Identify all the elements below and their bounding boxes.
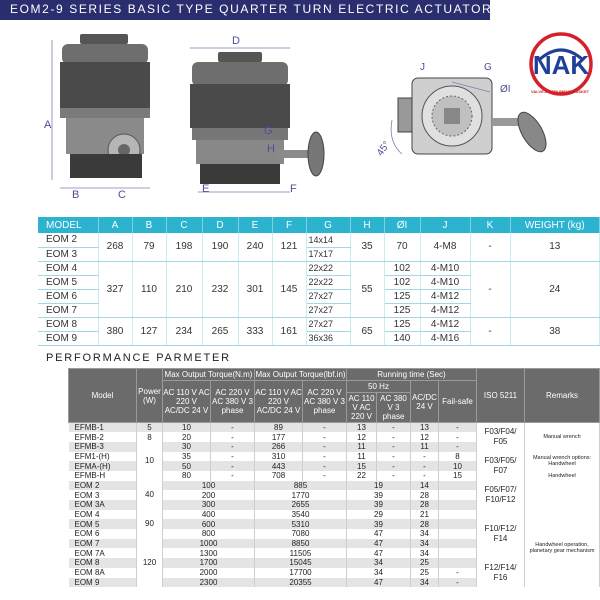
cell: - — [303, 432, 347, 442]
cell: EOM 8A — [69, 568, 137, 578]
cell: 13 — [347, 423, 377, 433]
cell: 28 — [411, 490, 439, 500]
cell — [439, 529, 477, 539]
dim-cell: 65 — [350, 317, 384, 345]
col-header: Fail-safe — [439, 381, 477, 423]
cell: - — [303, 442, 347, 452]
col-header: Power (W) — [137, 369, 163, 423]
col-header: MODEL — [38, 217, 98, 233]
cell: - — [303, 452, 347, 462]
cell: 300 — [163, 500, 255, 510]
cell: - — [411, 461, 439, 471]
performance-title: PERFORMANCE PARMETER — [46, 352, 231, 364]
col-header: K — [470, 217, 510, 233]
cell: - — [439, 432, 477, 442]
cell: 266 — [255, 442, 303, 452]
cell: 1770 — [255, 490, 347, 500]
dim-cell: 110 — [132, 261, 166, 317]
cell: 443 — [255, 461, 303, 471]
title-bar — [0, 0, 493, 20]
col-header: D — [202, 217, 238, 233]
cell: - — [411, 471, 439, 481]
cell: 11505 — [255, 548, 347, 558]
cell: 34 — [347, 558, 411, 568]
cell: EOM 4 — [69, 510, 137, 520]
cell: - — [377, 471, 411, 481]
cell: Handwheel — [525, 471, 600, 481]
cell: 800 — [163, 529, 255, 539]
model-cell: EOM 4 — [38, 261, 98, 275]
cell: - — [439, 442, 477, 452]
col-header: C — [166, 217, 202, 233]
dim-cell: 4-M16 — [420, 331, 470, 345]
cell: 35 — [163, 452, 211, 462]
cell: 12 — [347, 432, 377, 442]
cell: F10/F12/ F14 — [477, 510, 525, 558]
dim-cell: 234 — [166, 317, 202, 345]
cell: - — [303, 471, 347, 481]
dim-cell: 327 — [98, 261, 132, 317]
cell: 10 — [163, 423, 211, 433]
col-header: Model — [69, 369, 137, 423]
dim-cell: 17x17 — [306, 247, 350, 261]
dim-cell: 240 — [238, 233, 272, 261]
dim-label-d: D — [232, 35, 240, 47]
table-row — [69, 423, 600, 433]
cell: EOM 7A — [69, 548, 137, 558]
cell: EFMB-2 — [69, 432, 137, 442]
cell: 34 — [411, 548, 439, 558]
col-header: AC 110 V AC 220 V — [348, 394, 375, 421]
cell: 47 — [347, 539, 411, 549]
cell — [439, 558, 477, 568]
cell: - — [377, 423, 411, 433]
cell: 50 — [163, 461, 211, 471]
cell: 28 — [411, 500, 439, 510]
dim-cell: 4-M10 — [420, 261, 470, 275]
cell: 25 — [411, 568, 439, 578]
dim-cell: 27x27 — [306, 289, 350, 303]
cell: 708 — [255, 471, 303, 481]
weight-cell: 13 — [510, 233, 600, 261]
dimensions-table — [38, 217, 600, 346]
cell: 2000 — [163, 568, 255, 578]
cell: 10 — [439, 461, 477, 471]
cell — [439, 548, 477, 558]
cell: 8 — [137, 432, 163, 442]
cell: 885 — [255, 481, 347, 491]
cell: 200 — [163, 490, 255, 500]
dim-label-oi: ØI — [500, 84, 511, 95]
col-header: G — [306, 217, 350, 233]
cell: EFMA-(H) — [69, 461, 137, 471]
table-row — [69, 481, 600, 491]
cell: - — [211, 452, 255, 462]
col-header: ØI — [384, 217, 420, 233]
dim-label-h: H — [267, 143, 275, 155]
cell: - — [439, 423, 477, 433]
cell: 89 — [255, 423, 303, 433]
dim-label-g-side: G — [264, 125, 273, 137]
cell: 5 — [137, 423, 163, 433]
dim-cell: 268 — [98, 233, 132, 261]
dim-cell: 210 — [166, 261, 202, 317]
dim-cell: 35 — [350, 233, 384, 261]
cell: 47 — [347, 529, 411, 539]
cell: - — [211, 432, 255, 442]
cell: 19 — [347, 481, 411, 491]
dim-cell: 102 — [384, 275, 420, 289]
cell: 90 — [137, 510, 163, 539]
cell — [439, 481, 477, 491]
dim-cell: 265 — [202, 317, 238, 345]
model-cell: EOM 9 — [38, 331, 98, 345]
model-cell: EOM 5 — [38, 275, 98, 289]
cell: 15 — [439, 471, 477, 481]
cell: 1300 — [163, 548, 255, 558]
cell: EOM 8 — [69, 558, 137, 568]
dim-cell: 190 — [202, 233, 238, 261]
col-header: AC 220 V AC 380 V 3 phase — [303, 381, 347, 423]
col-header: Remarks — [525, 369, 600, 423]
cell — [439, 539, 477, 549]
col-header: Running time (Sec) — [347, 369, 477, 381]
performance-table — [68, 368, 600, 587]
dim-cell: 4-M8 — [420, 233, 470, 261]
cell: 15045 — [255, 558, 347, 568]
cell: 47 — [347, 578, 411, 588]
cell: 310 — [255, 452, 303, 462]
dim-cell: - — [470, 233, 510, 261]
dim-cell: 4-M12 — [420, 317, 470, 331]
cell: Manual wrench options: Handwheel — [525, 452, 600, 471]
cell: F03/F04/ F05 — [477, 423, 525, 452]
col-header: AC 380 V 3 phase — [377, 393, 411, 423]
cell: - — [303, 423, 347, 433]
cell: - — [411, 452, 439, 462]
model-cell: EOM 8 — [38, 317, 98, 331]
front-view-drawing — [44, 34, 150, 201]
cell: 12 — [411, 432, 439, 442]
cell: EFMB-1 — [69, 423, 137, 433]
dim-cell: 125 — [384, 303, 420, 317]
top-view-drawing — [375, 62, 552, 158]
dim-cell: 121 — [272, 233, 306, 261]
col-header: WEIGHT (kg) — [510, 217, 600, 233]
model-cell: EOM 6 — [38, 289, 98, 303]
cell: 177 — [255, 432, 303, 442]
page-title: EOM2-9 SERIES BASIC TYPE QUARTER TURN ELECTRIC ACTUATOR — [10, 2, 493, 16]
cell: 8 — [439, 452, 477, 462]
cell: - — [377, 461, 411, 471]
cell: 17700 — [255, 568, 347, 578]
cell: 40 — [137, 481, 163, 510]
cell: 15 — [347, 461, 377, 471]
dim-cell: 22x22 — [306, 275, 350, 289]
cell: 47 — [347, 548, 411, 558]
cell: 1000 — [163, 539, 255, 549]
cell: 8850 — [255, 539, 347, 549]
dim-cell: 79 — [132, 233, 166, 261]
col-header: 50 Hz — [347, 381, 411, 393]
cell: 2655 — [255, 500, 347, 510]
cell: - — [377, 442, 411, 452]
dim-cell: 102 — [384, 261, 420, 275]
cell: 400 — [163, 510, 255, 520]
dim-cell: - — [470, 261, 510, 317]
weight-cell: 38 — [510, 317, 600, 345]
dim-cell: 27x27 — [306, 317, 350, 331]
cell: 3540 — [255, 510, 347, 520]
col-header: E — [238, 217, 272, 233]
col-header: AC 110 V AC 220 V AC/DC 24 V — [163, 381, 211, 423]
cell: EOM 3 — [69, 490, 137, 500]
cell: EOM 3A — [69, 500, 137, 510]
cell: 11 — [347, 452, 377, 462]
cell: - — [377, 432, 411, 442]
model-cell: EOM 7 — [38, 303, 98, 317]
cell: EOM 6 — [69, 529, 137, 539]
cell: - — [211, 461, 255, 471]
dim-cell: - — [470, 317, 510, 345]
dim-cell: 4-M12 — [420, 289, 470, 303]
table-row — [38, 317, 600, 331]
cell: - — [211, 471, 255, 481]
cell: - — [211, 423, 255, 433]
col-header: Max Output Torque(N.m) — [163, 369, 255, 381]
cell: 22 — [347, 471, 377, 481]
cell: 80 — [163, 471, 211, 481]
cell: - — [439, 578, 477, 588]
cell: EOM 2 — [69, 481, 137, 491]
cell: EFM1-(H) — [69, 452, 137, 462]
dim-label-g-top: G — [484, 62, 492, 73]
logo-tagline: VALVE-INSTRUMENT-GASKET — [531, 89, 590, 94]
cell: - — [211, 442, 255, 452]
cell: 34 — [411, 578, 439, 588]
dim-cell: 125 — [384, 289, 420, 303]
col-header: AC 110 V AC 220 V AC/DC 24 V — [255, 381, 303, 423]
dim-cell: 36x36 — [306, 331, 350, 345]
cell: - — [377, 452, 411, 462]
col-header: J — [420, 217, 470, 233]
dim-cell: 380 — [98, 317, 132, 345]
dim-cell: 4-M12 — [420, 303, 470, 317]
cell: 28 — [411, 519, 439, 529]
dim-label-f: F — [290, 183, 297, 195]
cell: 39 — [347, 519, 411, 529]
cell — [439, 490, 477, 500]
dim-label-j: J — [420, 62, 425, 73]
cell: EOM 7 — [69, 539, 137, 549]
dim-cell: 140 — [384, 331, 420, 345]
side-view-drawing — [190, 35, 324, 195]
cell: Handwheel operation, planetary gear mechanism — [525, 510, 600, 588]
cell — [439, 510, 477, 520]
cell: - — [303, 461, 347, 471]
dim-cell: 4-M10 — [420, 275, 470, 289]
cell: EOM 9 — [69, 578, 137, 588]
dim-cell: 145 — [272, 261, 306, 317]
dim-cell: 333 — [238, 317, 272, 345]
logo-brand: NAK — [532, 50, 590, 80]
cell: 39 — [347, 490, 411, 500]
dim-cell: 301 — [238, 261, 272, 317]
dim-cell: 127 — [132, 317, 166, 345]
cell: 29 — [347, 510, 411, 520]
cell: Manual wrench — [525, 423, 600, 452]
cell: 2300 — [163, 578, 255, 588]
dim-cell: 14x14 — [306, 233, 350, 247]
cell: 13 — [411, 423, 439, 433]
dim-cell: 161 — [272, 317, 306, 345]
cell: 11 — [347, 442, 377, 452]
cell: F12/F14/ F16 — [477, 558, 525, 587]
cell: - — [439, 568, 477, 578]
dim-cell: 27x27 — [306, 303, 350, 317]
cell: 120 — [137, 539, 163, 587]
cell: 39 — [347, 500, 411, 510]
cell — [439, 500, 477, 510]
cell: 7080 — [255, 529, 347, 539]
col-header: ISO 5211 — [477, 369, 525, 423]
cell: 20355 — [255, 578, 347, 588]
dimensions-header-row — [38, 217, 600, 233]
table-row — [69, 510, 600, 520]
cell: 34 — [411, 529, 439, 539]
dim-label-e: E — [202, 183, 210, 195]
cell: 34 — [411, 539, 439, 549]
cell: 600 — [163, 519, 255, 529]
cell: EOM 5 — [69, 519, 137, 529]
col-header: H — [350, 217, 384, 233]
dim-cell: 70 — [384, 233, 420, 261]
dim-cell: 22x22 — [306, 261, 350, 275]
table-row — [38, 261, 600, 275]
dim-cell: 55 — [350, 261, 384, 317]
cell: 1700 — [163, 558, 255, 568]
col-header: F — [272, 217, 306, 233]
cell: EFMB-3 — [69, 442, 137, 452]
dim-cell: 125 — [384, 317, 420, 331]
dim-cell: 198 — [166, 233, 202, 261]
cell: 14 — [411, 481, 439, 491]
cell: 100 — [163, 481, 255, 491]
angle-label: 45° — [374, 139, 393, 159]
cell: 21 — [411, 510, 439, 520]
col-header: AC/DC 24 V — [411, 381, 439, 423]
cell — [439, 519, 477, 529]
col-header: A — [98, 217, 132, 233]
technical-drawings — [0, 22, 600, 217]
table-row — [38, 233, 600, 247]
dim-label-b: B — [72, 189, 80, 201]
col-header: AC 220 V AC 380 V 3 phase — [211, 381, 255, 423]
cell — [525, 481, 600, 510]
cell: 10 — [137, 442, 163, 481]
cell: 34 — [347, 568, 411, 578]
weight-cell: 24 — [510, 261, 600, 317]
cell: 11 — [411, 442, 439, 452]
cell: F03/F05/ F07 — [477, 452, 525, 481]
cell: EFMB-H — [69, 471, 137, 481]
model-cell: EOM 3 — [38, 247, 98, 261]
col-header: B — [132, 217, 166, 233]
cell: 20 — [163, 432, 211, 442]
cell: 25 — [411, 558, 439, 568]
col-header: Max Output Torque(lbf.in) — [255, 370, 346, 379]
dim-cell: 232 — [202, 261, 238, 317]
model-cell: EOM 2 — [38, 233, 98, 247]
cell: F05/F07/ F10/F12 — [477, 481, 525, 510]
dim-label-c: C — [118, 189, 126, 201]
dim-label-a: A — [44, 119, 52, 131]
cell: 30 — [163, 442, 211, 452]
cell: 5310 — [255, 519, 347, 529]
